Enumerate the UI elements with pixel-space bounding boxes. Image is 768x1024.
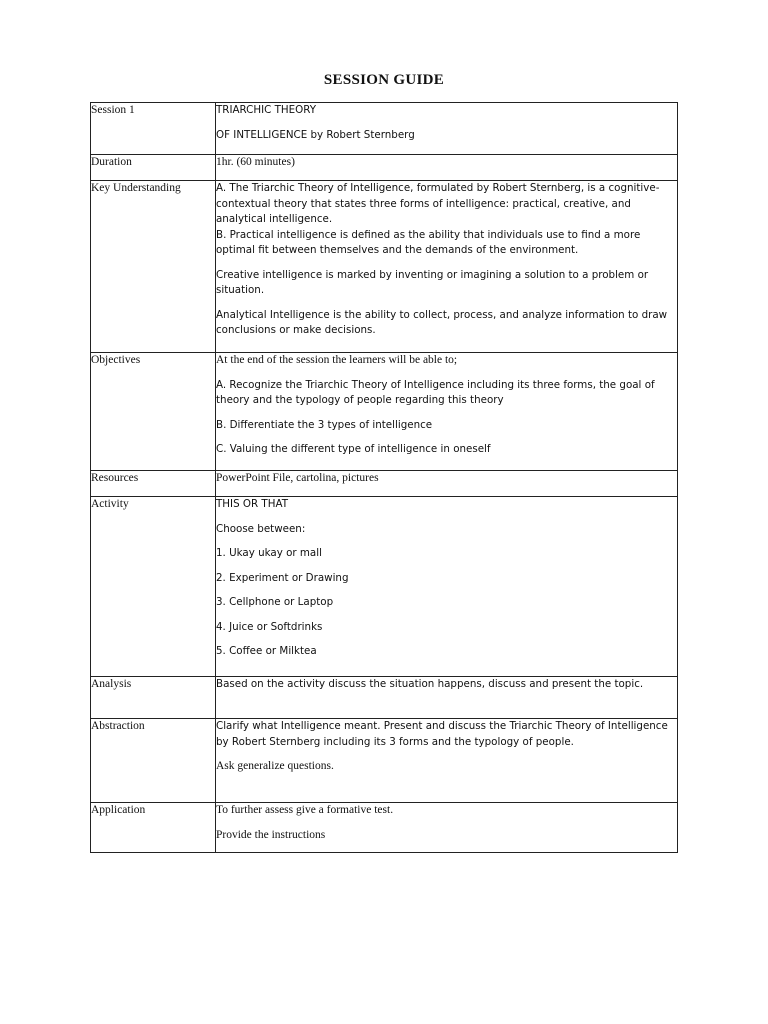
label-duration	[91, 155, 216, 181]
label-application-text: Application	[91, 804, 146, 816]
objective-b: B. Differentiate the 3 types of intelligence	[216, 418, 433, 431]
session-line-2: OF INTELLIGENCE by Robert Sternberg	[216, 128, 415, 141]
row-key-understanding	[91, 181, 678, 353]
label-key-understanding-text: Key Understanding	[91, 182, 181, 194]
objective-c: C. Valuing the different type of intelligence in oneself	[216, 443, 491, 455]
row-objectives	[91, 353, 678, 471]
content-application	[216, 803, 678, 853]
label-session	[91, 103, 216, 155]
activity-title: THIS OR THAT	[216, 498, 288, 510]
session-guide-table	[90, 102, 678, 853]
label-resources	[91, 471, 216, 497]
page-title: SESSION GUIDE	[323, 72, 445, 88]
label-abstraction	[91, 719, 216, 803]
label-duration-text: Duration	[91, 156, 132, 168]
label-objectives	[91, 353, 216, 471]
key-understanding-b: B. Practical intelligence is defined as the ability that individuals use to find a more optimal fit between themselves and the demands of the environment.	[216, 228, 641, 256]
content-objectives	[216, 353, 678, 471]
content-session	[216, 103, 678, 155]
activity-item: 5. Coffee or Milktea	[216, 645, 317, 657]
activity-item: 1. Ukay ukay or mall	[216, 547, 322, 559]
activity-choose: Choose between:	[216, 522, 306, 535]
label-analysis-text: Analysis	[91, 678, 132, 690]
key-understanding-analytical: Analytical Intelligence is the ability to collect, process, and analyze information to draw conclusions or make decisions.	[216, 308, 668, 336]
session-line-1: TRIARCHIC THEORY	[216, 104, 317, 116]
row-application	[91, 803, 678, 853]
label-objectives-text: Objectives	[91, 354, 141, 366]
label-activity	[91, 497, 216, 677]
row-resources	[91, 471, 678, 497]
label-abstraction-text: Abstraction	[91, 720, 145, 732]
analysis-text: Based on the activity discuss the situation happens, discuss and present the topic.	[216, 678, 644, 690]
label-activity-text: Activity	[91, 498, 129, 510]
label-application	[91, 803, 216, 853]
label-session-text: Session 1	[91, 104, 135, 116]
label-analysis	[91, 677, 216, 719]
content-duration	[216, 155, 678, 181]
application-provide: Provide the instructions	[216, 828, 326, 841]
row-duration	[91, 155, 678, 181]
activity-item: 2. Experiment or Drawing	[216, 571, 349, 584]
abstraction-text: Clarify what Intelligence meant. Present and discuss the Triarchic Theory of Intelligence by Robert Sternberg including its 3 forms and the typology of people.	[216, 720, 668, 748]
activity-item: 4. Juice or Softdrinks	[216, 620, 323, 633]
content-abstraction	[216, 719, 678, 803]
key-understanding-creative: Creative intelligence is marked by inventing or imagining a solution to a problem or situation.	[216, 268, 649, 296]
label-resources-text: Resources	[91, 472, 139, 484]
duration-text: 1hr. (60 minutes)	[216, 156, 295, 168]
row-session	[91, 103, 678, 155]
content-key-understanding	[216, 181, 678, 353]
application-text: To further assess give a formative test.	[216, 804, 394, 816]
abstraction-ask: Ask generalize questions.	[216, 760, 334, 772]
content-resources	[216, 471, 678, 497]
label-key-understanding	[91, 181, 216, 353]
objectives-intro: At the end of the session the learners will be able to;	[216, 354, 458, 366]
objective-a: A. Recognize the Triarchic Theory of Intelligence including its three forms, the goal of theory and the typology of people regarding this theory	[216, 378, 655, 406]
row-analysis	[91, 677, 678, 719]
resources-text: PowerPoint File, cartolina, pictures	[216, 472, 379, 484]
activity-item: 3. Cellphone or Laptop	[216, 596, 334, 608]
content-activity	[216, 497, 678, 677]
key-understanding-a: A. The Triarchic Theory of Intelligence, formulated by Robert Sternberg, is a cognitive-contextual theory that states three forms of intelligence: practical, creative, and analytical intelligence.	[216, 182, 660, 225]
content-analysis	[216, 677, 678, 719]
row-abstraction	[91, 719, 678, 803]
row-activity	[91, 497, 678, 677]
